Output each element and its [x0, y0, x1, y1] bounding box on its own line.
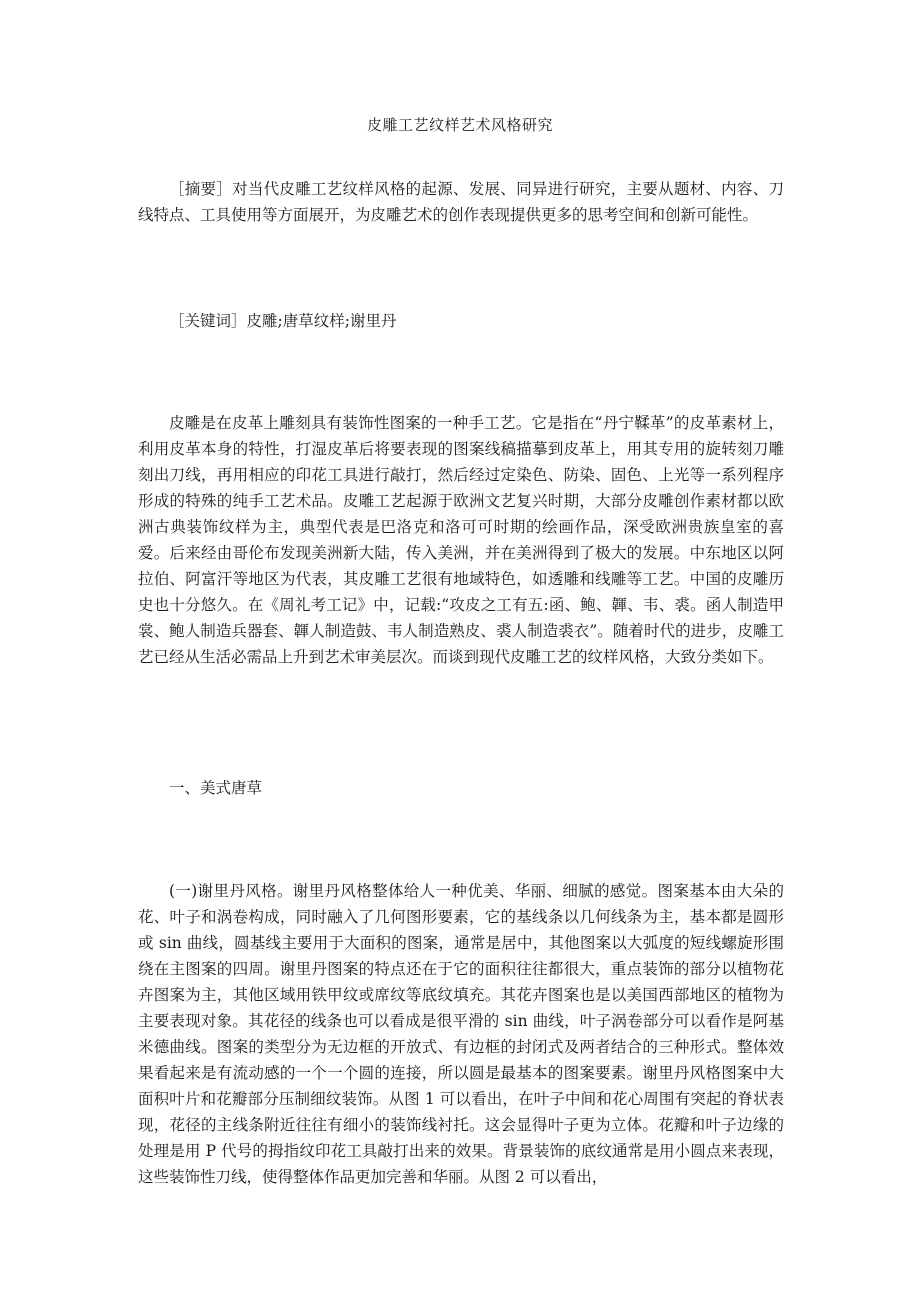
keywords-line: ［关键词］皮雕;唐草纹样;谢里丹 — [169, 312, 397, 330]
section-heading: 一、美式唐草 — [169, 779, 263, 797]
abstract-paragraph: ［摘要］对当代皮雕工艺纹样风格的起源、发展、同异进行研究，主要从题材、内容、刀线特点、工具使用等方面展开，为皮雕艺术的创作表现提供更多的思考空间和创新可能性。 — [138, 180, 784, 224]
document-title: 皮雕工艺纹样艺术风格研究 — [366, 116, 553, 134]
intro-paragraph: 皮雕是在皮革上雕刻具有装饰性图案的一种手工艺。它是指在“丹宁鞣革”的皮革素材上，利用皮革本身的特性，打湿皮革后将要表现的图案线稿描摹到皮革上，用其专用的旋转刻刀雕刻出刀线，再用相应的印花工具进行敲打，然后经过定染色、防染、固色、上光等一系列程序形成的特殊的纯手工艺术品。皮雕工艺起源于欧洲文艺复兴时期，大部分皮雕创作素材都以欧洲古典装饰纹样为主，典型代表是巴洛克和洛可可时期的绘画作品，深受欧洲贵族皇室的喜爱。后来经由哥伦布发现美洲新大陆，传入美洲，并在美洲得到了极大的发展。中东地区以阿拉伯、阿富汗等地区为代表，其皮雕工艺很有地域特色，如透雕和线雕等工艺。中国的皮雕历史也十分悠久。在《周礼考工记》中，记载:“攻皮之工有五:函、鲍、韗、韦、裘。函人制造甲裳、鲍人制造兵器套、韗人制造鼓、韦人制造熟皮、裘人制造裘衣”。随着时代的进步，皮雕工艺已经从生活必需品上升到艺术审美层次。而谈到现代皮雕工艺的纹样风格，大致分类如下。 — [138, 414, 784, 666]
section-paragraph: (一)谢里丹风格。谢里丹风格整体给人一种优美、华丽、细腻的感觉。图案基本由大朵的花、叶子和涡卷构成，同时融入了几何图形要素，它的基线条以几何线条为主，基本都是圆形或 sin 曲线，圆基线主要用于大面积的图案，通常是居中，其他图案以大弧度的短线螺旋形围绕在主图案的四周。谢里丹图案的特点还在于它的面积往往都很大，重点装饰的部分以植物花卉图案为主，其他区域用铁甲纹或席纹等底纹填充。其花卉图案也是以美国西部地区的植物为主要表现对象。其花径的线条也可以看成是很平滑的 sin 曲线，叶子涡卷部分可以看作是阿基米德曲线。图案的类型分为无边框的开放式、有边框的封闭式及两者结合的三种形式。整体效果看起来是有流动感的一个一个圆的连接，所以圆是最基本的图案要素。谢里丹风格图案中大面积叶片和花瓣部分压制细纹装饰。从图 1 可以看出，在叶子中间和花心周围有突起的脊状表现，花径的主线条附近往往有细小的装饰线衬托。这会显得叶子更为立体。花瓣和叶子边缘的处理是用 P 代号的拇指纹印花工具敲打出来的效果。背景装饰的底纹通常是用小圆点来表现，这些装饰性刀线，使得整体作品更加完善和华丽。从图 2 可以看出， — [138, 882, 784, 1186]
